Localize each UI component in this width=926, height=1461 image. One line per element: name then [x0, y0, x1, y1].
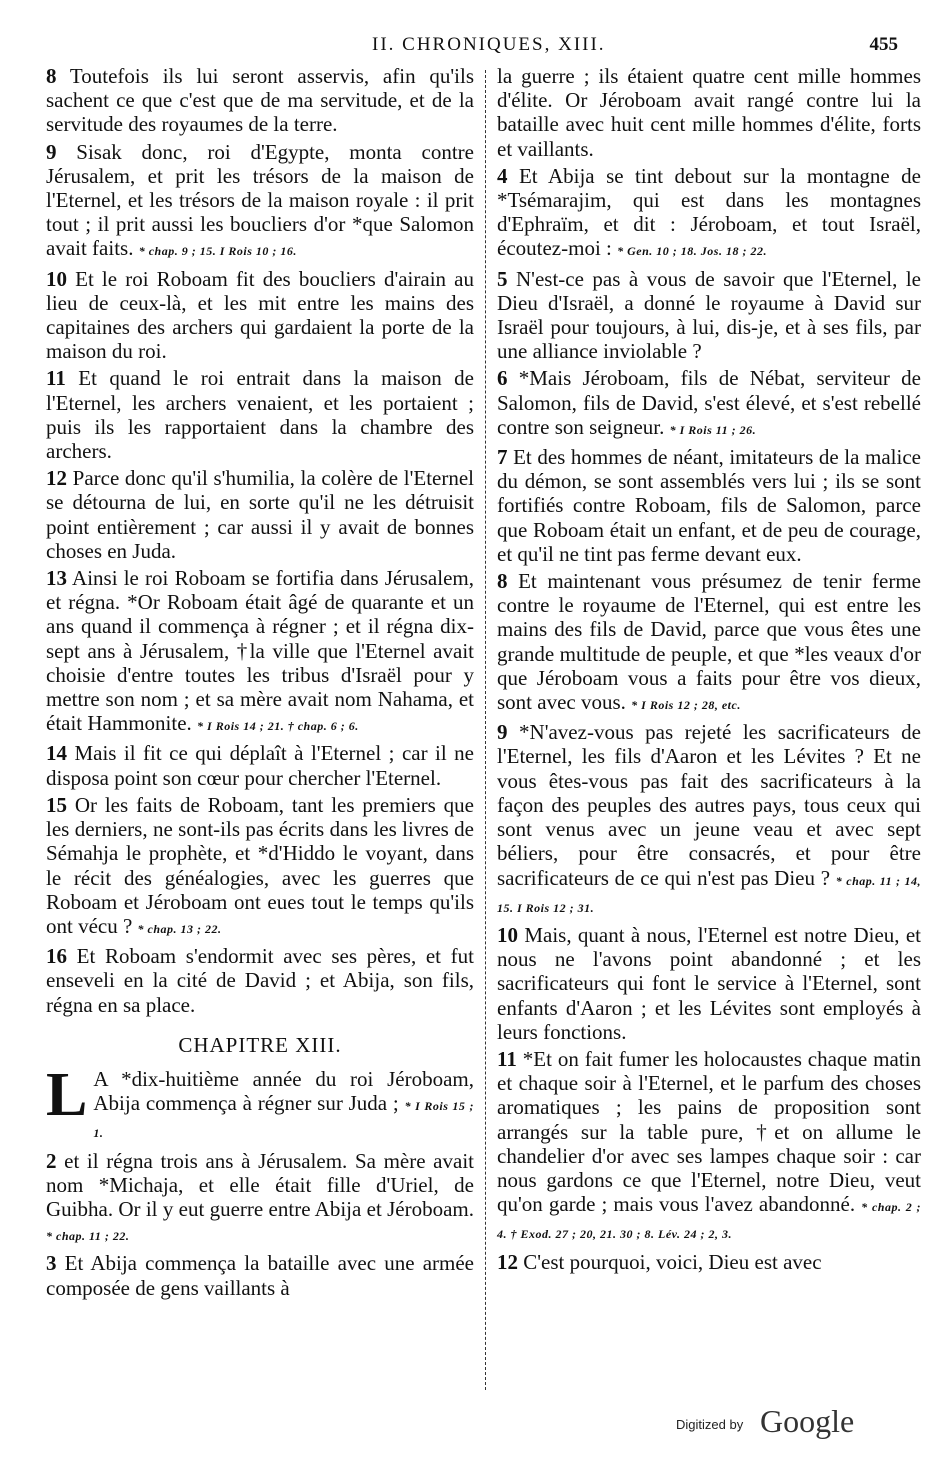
verse-number: 12 [46, 466, 67, 491]
verse [497, 366, 921, 442]
verse-number: 13 [46, 566, 67, 591]
right-column [497, 64, 921, 1277]
verse-number: 7 [497, 445, 508, 470]
verses-before-chapter [46, 64, 474, 1017]
verse-number: 9 [46, 139, 57, 164]
verse-number: 11 [497, 1046, 517, 1071]
verse-text: A *dix-huitième année du roi Jéroboam, Abija commença à régner sur Juda ; [93, 1066, 474, 1116]
verse [46, 793, 474, 941]
verse-number: 15 [46, 792, 67, 817]
column-divider [485, 70, 486, 1390]
page-header [0, 34, 926, 58]
running-title: II. CHRONIQUES, XIII. [372, 34, 606, 55]
cross-reference-note: * chap. 9 ; 15. I Rois 10 ; 16. [138, 244, 297, 259]
verse [46, 1251, 474, 1299]
verse [46, 1149, 474, 1249]
verse-text: la guerre ; ils étaient quatre cent mille hommes d'élite. Or Jéroboam avait rangé contre lui la bataille avec huit cent mille hommes d'élite, forts et vaillants. [497, 64, 921, 161]
verse-text: Et maintenant vous présumez de tenir ferme contre le royaume de l'Eternel, qui est entre les mains des fils de David, parce que vous êtes une grande multitude de peuple, et que *les veaux d'or que Jéroboam vous a faits pour être vos dieux, sont avec vous. [497, 569, 921, 715]
verse-number: 3 [46, 1251, 57, 1276]
verse-text: Ainsi le roi Roboam se fortifia dans Jérusalem, et régna. *Or Roboam était âgé de quarante et un ans quand il commença à régner ; et il régna dix-sept ans à Jérusalem, †la ville que l'Eternel avait choisie d'entre toutes les tribus d'Israël pour y mettre son nom ; et sa mère avait nom Nahama, et était Hammonite. [46, 566, 474, 736]
verse-number: 12 [497, 1249, 518, 1274]
verse [46, 944, 474, 1017]
verse [46, 466, 474, 563]
cross-reference-note: * I Rois 11 ; 26. [669, 422, 757, 437]
cross-reference-note: * Gen. 10 ; 18. Jos. 18 ; 22. [617, 244, 767, 259]
verse-text: Toutefois ils lui seront asservis, afin qu'ils sachent ce que c'est que de ma servitude, et de la servitude des royaumes de la terre. [46, 64, 474, 137]
verse-text: Mais, quant à nous, l'Eternel est notre Dieu, et nous ne l'avons point abandonné ; et les sacrificateurs qui font le service à l'Eternel, sont enfants d'Aaron ; et les Lévites sont employés à leurs fonctions. [497, 922, 921, 1044]
cross-reference-note: * I Rois 12 ; 28, etc. [631, 698, 741, 713]
verse [46, 267, 474, 364]
verses-after-chapter [46, 1149, 474, 1300]
cross-reference-note: * I Rois 15 ; 1. [93, 1099, 474, 1141]
verse [497, 720, 921, 920]
verse [497, 64, 921, 161]
digitization-watermark [676, 1403, 916, 1443]
verse [46, 140, 474, 264]
verse-number: 14 [46, 741, 67, 766]
verse-number: 4 [497, 163, 508, 188]
verse-text: Et Abija commença la bataille avec une armée composée de gens vaillants à [46, 1251, 474, 1300]
verse [497, 267, 921, 364]
cross-reference-note: * chap. 11 ; 14, 15. I Rois 12 ; 31. [497, 873, 922, 915]
verse-text: N'est-ce pas à vous de savoir que l'Eternel, le Dieu d'Israël, a donné le royaume à David sur Israël pour toujours, à lui, dis-je, et à ses fils, par une alliance inviolable ? [497, 266, 921, 364]
verse-text: Sisak donc, roi d'Egypte, monta contre Jérusalem, et prit les trésors de la maison de l'Eternel, et les trésors de la maison royale : il prit tout ; il prit aussi les boucliers d'or *que Salomon avait faits. [46, 139, 474, 261]
verse-text: C'est pourquoi, voici, Dieu est avec [518, 1249, 822, 1274]
verse [497, 923, 921, 1044]
verse-number: 6 [497, 366, 508, 391]
verse-number: 8 [497, 569, 508, 594]
verse [497, 1047, 921, 1247]
verse-number: 10 [46, 266, 67, 291]
drop-cap: L [46, 1060, 88, 1129]
verse-number: 9 [497, 720, 508, 745]
verse-number: 10 [497, 922, 518, 947]
verse [46, 741, 474, 789]
cross-reference-note: * chap. 13 ; 22. [137, 921, 222, 936]
verse-text: Mais il fit ce qui déplaît à l'Eternel ; car il ne disposa point son cœur pour chercher l'Eternel. [46, 741, 474, 790]
left-column [46, 64, 474, 1303]
google-logo: Google [760, 1403, 855, 1439]
verse-text: Et Abija se tint debout sur la montagne de *Tsémarajim, qui est dans les montagnes d'Ephraïm, et dit : Jéroboam, et tout Israël, écoutez-moi : [497, 163, 921, 261]
page-number: 455 [869, 34, 898, 55]
verse [46, 64, 474, 137]
verse [46, 566, 474, 738]
digitized-by-label: Digitized by [676, 1417, 744, 1432]
verse [497, 164, 921, 264]
verse [497, 445, 921, 566]
verse-text: Et des hommes de néant, imitateurs de la malice du démon, se sont assemblés vers lui ; ils se sont fortifiés contre Roboam, fils de Salomon, parce que Roboam était un enfant, et de peu de courage, et qu'il ne tint pas ferme devant eux. [497, 445, 921, 566]
verse-text: Parce donc qu'il s'humilia, la colère de l'Eternel se détourna de lui, en sorte qu'il ne les détruisit point entièrement ; car aussi il y avait de bonnes choses en Juda. [46, 466, 474, 563]
cross-reference-note: * I Rois 14 ; 21. † chap. 6 ; 6. [197, 719, 359, 734]
verse-number: 11 [46, 366, 66, 391]
verse-text: *N'avez-vous pas rejeté les sacrificateurs de l'Eternel, les fils d'Aaron et les Lévites ? Et ne vous êtes-vous pas fait des sacrificateurs à la façon des peuples des autres pays, tous ceux qui sont venus avec un jeune veau et avec sept béliers, pour être consacrés, et pour être sacrificateurs de ce qui n'est pas Dieu ? [497, 720, 921, 890]
cross-reference-note: * chap. 2 ; 4. † Exod. 27 ; 20, 21. 30 ; 8. Lév. 24 ; 2, 3. [497, 1200, 922, 1242]
verse-text: Et le roi Roboam fit des boucliers d'airain au lieu de ceux-là, et les mit entre les mains des capitaines des archers qui gardaient la porte de la maison du roi. [46, 266, 474, 364]
verse [46, 366, 474, 463]
verse-number: 2 [46, 1148, 57, 1173]
chapter-heading: CHAPITRE XIII. [178, 1032, 342, 1057]
verse-text: Or les faits de Roboam, tant les premiers que les derniers, ne sont-ils pas écrits dans les livres de Sémahja le prophète, et *d'Hiddo le voyant, dans le récit des généalogies, avec les guerres que Roboam et Jéroboam ont eues tout le temps qu'ils ont vécu ? [46, 792, 474, 938]
verse-text: Et quand le roi entrait dans la maison de l'Eternel, les archers venaient, et les portaient ; puis ils les rapportaient dans la chambre des archers. [46, 366, 474, 464]
verse-text: et il régna trois ans à Jérusalem. Sa mère avait nom *Michaja, et elle était fille d'Uriel, de Guibha. Or il y eut guerre entre Abija et Jéroboam. [46, 1148, 474, 1221]
chapter-opening-verse [46, 1060, 474, 1146]
verse-text: Et Roboam s'endormit avec ses pères, et fut enseveli en la cité de David ; et Abija, son fils, régna en sa place. [46, 944, 474, 1017]
cross-reference-note: * chap. 11 ; 22. [46, 1229, 130, 1244]
verse-text: *Mais Jéroboam, fils de Nébat, serviteur de Salomon, fils de David, s'est élevé, et s'est rebellé contre son seigneur. [497, 366, 921, 439]
verse [497, 569, 921, 717]
verse-number: 8 [46, 64, 57, 88]
verse-text: *Et on fait fumer les holocaustes chaque matin et chaque soir à l'Eternel, et le parfum des choses aromatiques ; les pains de proposition sont arrangés sur la table pure, †et on allume le chandelier d'or avec ses lampes chaque soir : car nous gardons ce que l'Eternel, notre Dieu, veut qu'on garde ; mais vous l'avez abandonné. [497, 1046, 921, 1217]
verse-number: 16 [46, 944, 67, 969]
verse-number: 5 [497, 266, 508, 291]
verse [497, 1250, 921, 1274]
